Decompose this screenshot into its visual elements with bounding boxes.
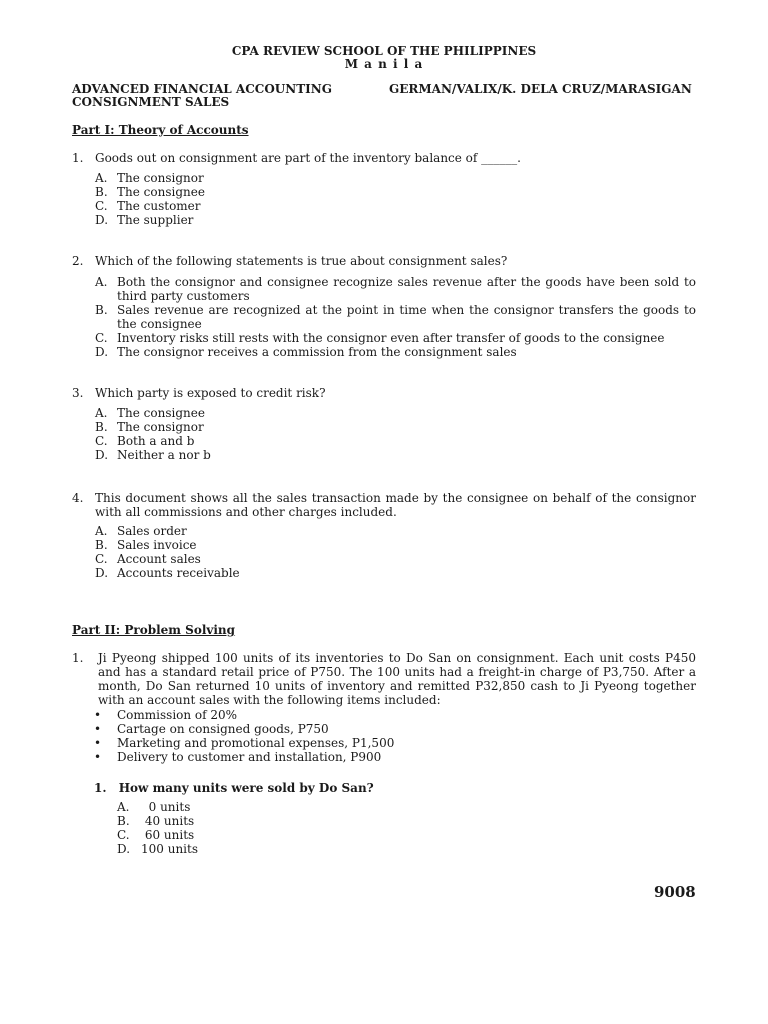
sub-question [94, 781, 374, 795]
course-topic: CONSIGNMENT SALES [72, 95, 230, 109]
option-a: A. The consignor [95, 171, 204, 185]
part2-title: Part II: Problem Solving [72, 623, 236, 637]
list-item: • Cartage on consigned goods, P750 [94, 722, 329, 736]
option-b: B. Sales invoice [95, 538, 197, 552]
question-text: Which of the following statements is true about consignment sales? [95, 254, 508, 268]
question-1-options [95, 171, 696, 227]
option-a: A. Sales order [95, 524, 187, 538]
problem-text: Ji Pyeong shipped 100 units of its inventories to Do San on consignment. Each unit costs P450 and has a standard retail price of P750. The 100 units had a freight-in charge of P3,750. After a month, Do San returned 10 units of inventory and remitted P32,850 cash to Ji Pyeong together with an account sales with the following items included: [98, 651, 696, 707]
option-c: C. The customer [95, 199, 201, 213]
problem-1 [72, 651, 696, 707]
option-c: C. Account sales [95, 552, 201, 566]
school-city: M a n i l a [344, 57, 424, 71]
option-d: D. The supplier [95, 213, 194, 227]
school-name: CPA REVIEW SCHOOL OF THE PHILIPPINES [231, 44, 537, 58]
option-d: D. Neither a nor b [95, 448, 211, 462]
question-number: 3. [72, 386, 84, 400]
question-2-options [95, 275, 696, 359]
list-item: • Commission of 20% [94, 708, 238, 722]
question-number: 4. [72, 491, 84, 505]
option-a: A. 0 units [117, 800, 191, 814]
question-3 [72, 386, 696, 400]
question-number: 1. [72, 151, 84, 165]
question-text: Which party is exposed to credit risk? [95, 386, 326, 400]
part1-title: Part I: Theory of Accounts [72, 123, 249, 137]
question-3-options [95, 406, 696, 462]
option-d: D. 100 units [117, 842, 198, 856]
question-4-options [95, 524, 696, 580]
option-c: C. Both a and b [95, 434, 195, 448]
question-number: 2. [72, 254, 84, 268]
option-d: D. The consignor receives a commission from the consignment sales [95, 345, 517, 359]
question-text: Goods out on consignment are part of the inventory balance of ______. [95, 151, 521, 165]
sub-question-options [117, 800, 198, 856]
option-d: D. Accounts receivable [95, 566, 240, 580]
question-1 [72, 151, 696, 165]
option-b: B. The consignee [95, 185, 205, 199]
page-number: 9008 [654, 883, 696, 901]
option-c: C. 60 units [117, 828, 195, 842]
list-item: • Marketing and promotional expenses, P1,500 [94, 736, 395, 750]
list-item: • Delivery to customer and installation, P900 [94, 750, 382, 764]
question-4 [72, 491, 696, 519]
account-sales-items [94, 708, 394, 764]
question-text: This document shows all the sales transaction made by the consignee on behalf of the consignor with all commissions and other charges included. [95, 491, 696, 519]
option-b: B. The consignor [95, 420, 204, 434]
option-b: B. 40 units [117, 814, 195, 828]
option-b: B. Sales revenue are recognized at the point in time when the consignor transfers the goods to the consignee [95, 303, 696, 331]
option-a: A. The consignee [95, 406, 205, 420]
course-authors: GERMAN/VALIX/K. DELA CRUZ/MARASIGAN [389, 82, 692, 96]
sub-question-text: How many units were sold by Do San? [118, 781, 374, 795]
problem-number: 1. [72, 651, 84, 665]
option-a: A. Both the consignor and consignee recognize sales revenue after the goods have been sold to third party customers [95, 275, 696, 303]
option-c: C. Inventory risks still rests with the consignor even after transfer of goods to the consignee [95, 331, 665, 345]
sub-question-number: 1. [94, 781, 107, 795]
question-2 [72, 254, 696, 268]
course-title: ADVANCED FINANCIAL ACCOUNTING [72, 82, 332, 96]
